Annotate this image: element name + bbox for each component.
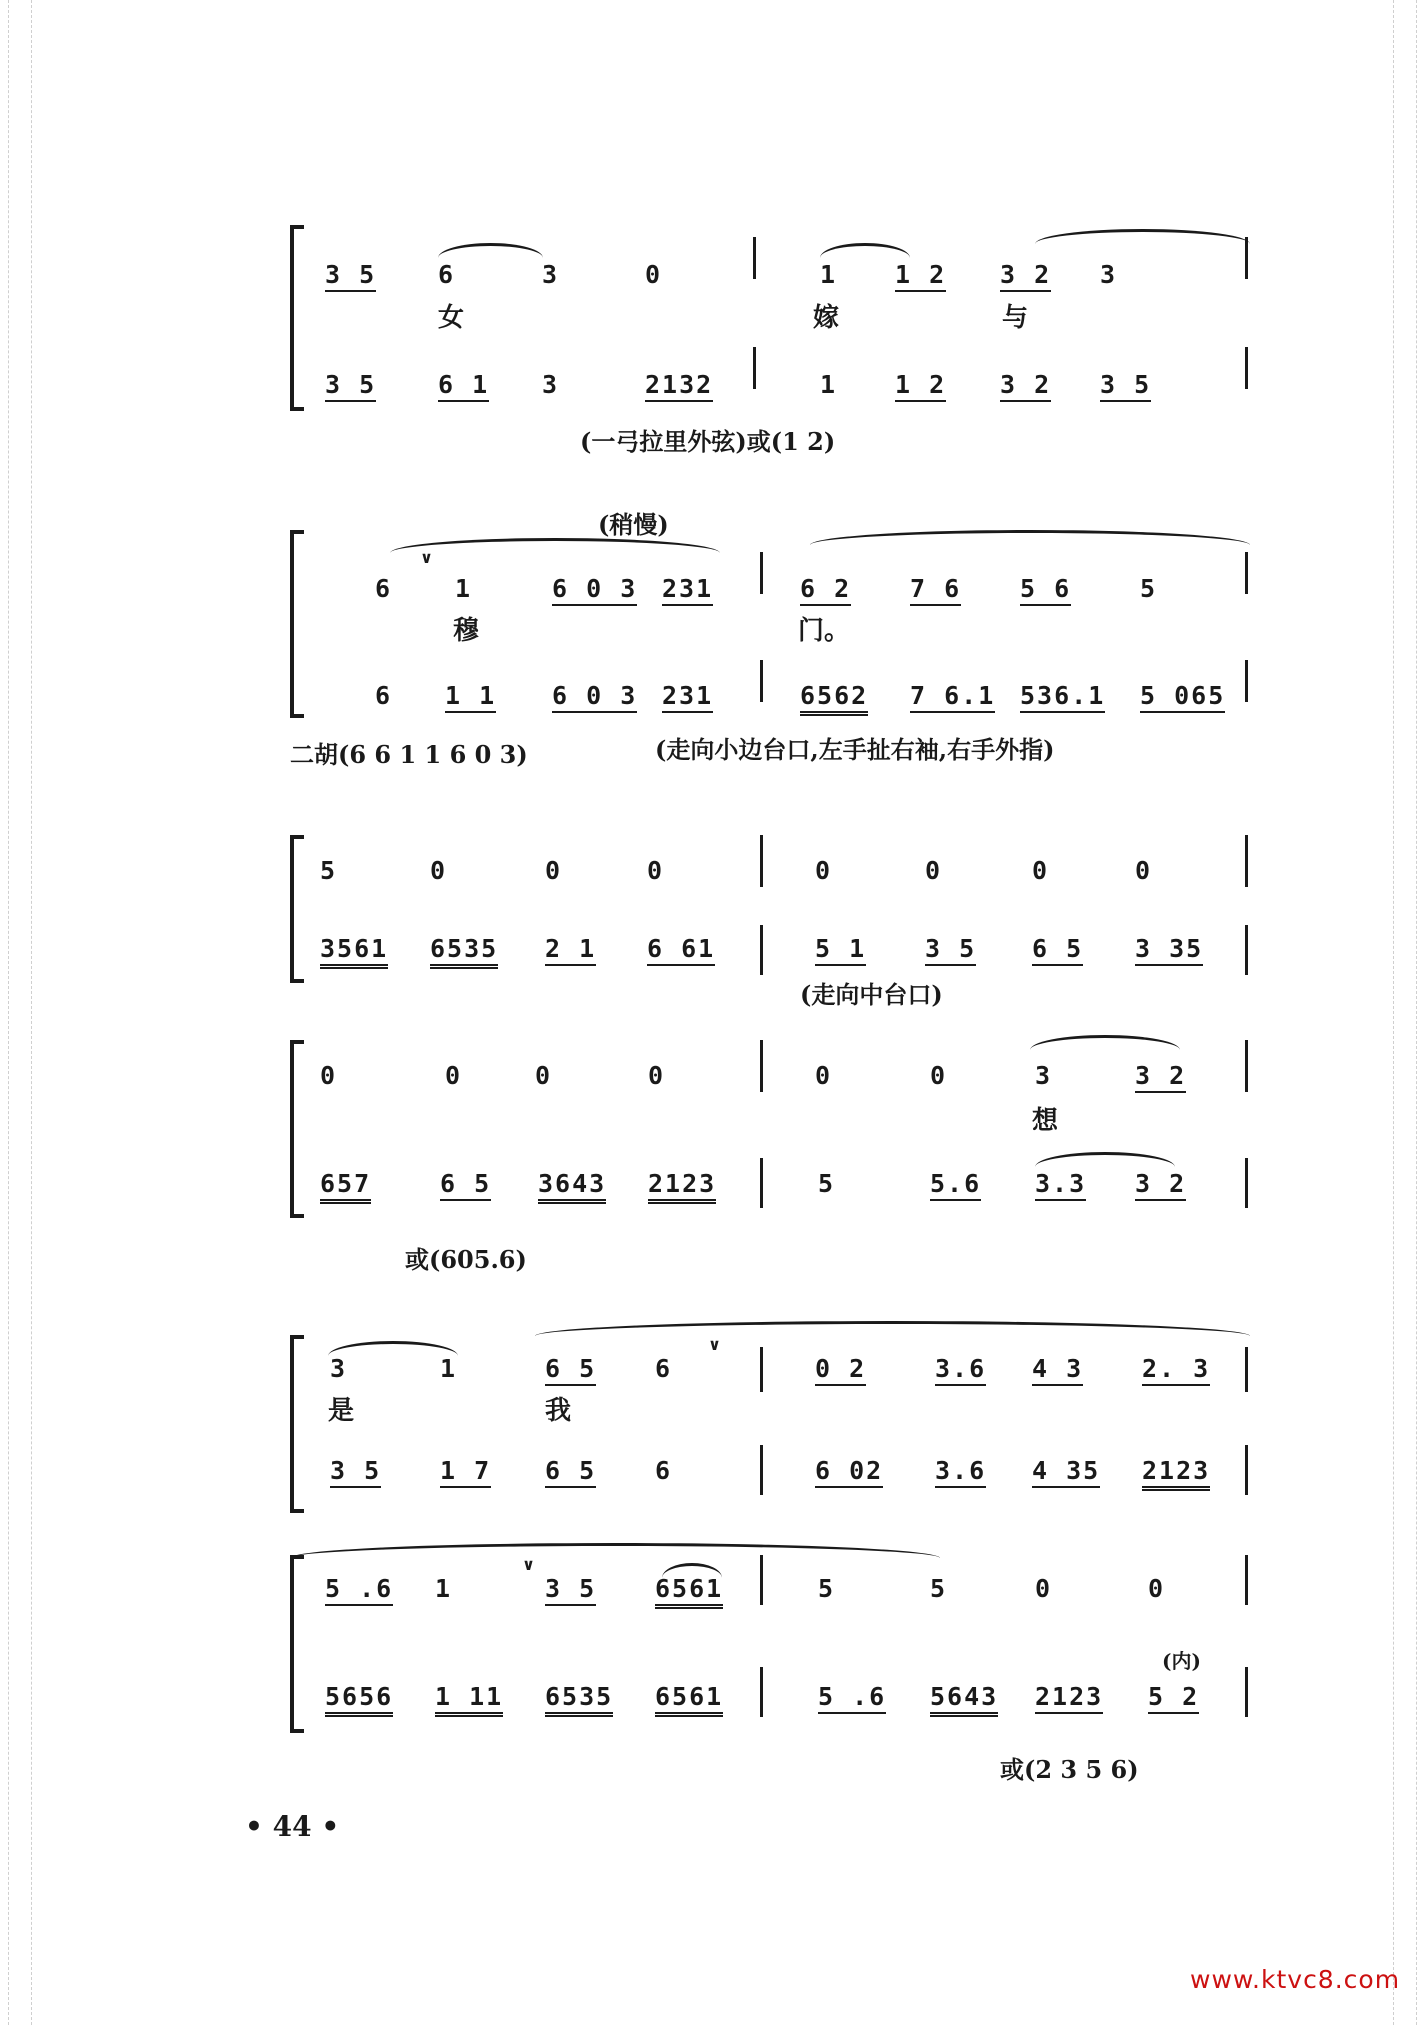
lower-note: 2132 xyxy=(645,371,713,402)
upper-note: 3 xyxy=(542,260,560,289)
upper-note: 3 2 xyxy=(1135,1062,1186,1093)
lower-note: 657 xyxy=(320,1170,371,1204)
upper-note: 0 xyxy=(648,1061,666,1090)
lower-note: 2123 xyxy=(1035,1683,1103,1714)
upper-note: 0 xyxy=(445,1061,463,1090)
lyric: 想 xyxy=(1032,1106,1059,1136)
right-margin-watermark-strip xyxy=(1393,0,1417,2025)
lower-note: 5643 xyxy=(930,1683,998,1717)
lower-note: 536.1 xyxy=(1020,682,1105,713)
breath-mark-icon: ∨ xyxy=(522,1555,535,1574)
upper-note: 3 5 xyxy=(325,261,376,292)
upper-note: 0 xyxy=(815,856,833,885)
lower-note: 5 065 xyxy=(1140,682,1225,713)
lower-note: 5 .6 xyxy=(818,1683,886,1714)
upper-note: 6 5 xyxy=(545,1355,596,1386)
lower-note: 6 5 xyxy=(1032,935,1083,966)
lower-note: 5 1 xyxy=(815,935,866,966)
upper-note: 0 xyxy=(1135,856,1153,885)
lower-note: 7 6.1 xyxy=(910,682,995,713)
upper-note: 0 xyxy=(1035,1574,1053,1603)
stage-direction: (走向小边台口,左手扯右袖,右手外指) xyxy=(655,735,1055,764)
upper-note: 0 xyxy=(925,856,943,885)
lower-note: 3561 xyxy=(320,935,388,969)
lower-note: 3 xyxy=(542,370,560,399)
upper-note: 0 xyxy=(535,1061,553,1090)
lower-note: 3 35 xyxy=(1135,935,1203,966)
site-watermark: www.ktvc8.com xyxy=(1190,1965,1401,1994)
score-system-2 xyxy=(290,530,1250,712)
lyric: 门。 xyxy=(798,616,851,646)
lyric: 嫁 xyxy=(813,303,840,333)
upper-note: 0 2 xyxy=(815,1355,866,1386)
lyric: 是 xyxy=(328,1396,355,1426)
upper-note: 0 xyxy=(1032,856,1050,885)
upper-note: 231 xyxy=(662,575,713,606)
variant-notation: 或(2 3 5 6) xyxy=(1000,1755,1139,1784)
lower-note: 3 5 xyxy=(330,1457,381,1488)
upper-note: 6 2 xyxy=(800,575,851,606)
upper-note: 1 xyxy=(435,1574,453,1603)
lower-note: 6 5 xyxy=(545,1457,596,1488)
upper-note: 7 6 xyxy=(910,575,961,606)
lower-note: 5.6 xyxy=(930,1170,981,1201)
lower-note: 2123 xyxy=(1142,1457,1210,1491)
lower-note: 5 xyxy=(818,1169,836,1198)
upper-note: 0 xyxy=(545,856,563,885)
lyric: 我 xyxy=(545,1396,572,1426)
upper-note: 6 0 3 xyxy=(552,575,637,606)
score-system-4 xyxy=(290,1040,1250,1212)
upper-note: 3 xyxy=(1100,260,1118,289)
lower-note: 231 xyxy=(662,682,713,713)
lower-note: 1 2 xyxy=(895,371,946,402)
lower-note: 1 11 xyxy=(435,1683,503,1717)
breath-mark-icon: ∨ xyxy=(420,548,433,567)
upper-note: 1 2 xyxy=(895,261,946,292)
lower-note: 3 5 xyxy=(1100,371,1151,402)
performance-note: (一弓拉里外弦)或(1 2) xyxy=(580,427,836,456)
upper-note: 5 xyxy=(1140,574,1158,603)
lower-note: 5 2 xyxy=(1148,1683,1199,1714)
upper-note: 0 xyxy=(645,260,663,289)
lower-note: 3.3 xyxy=(1035,1170,1086,1201)
upper-note: 1 xyxy=(455,574,473,603)
lower-note: 3643 xyxy=(538,1170,606,1204)
upper-note: 5 xyxy=(818,1574,836,1603)
upper-note: 3 2 xyxy=(1000,261,1051,292)
breath-mark-icon: ∨ xyxy=(708,1335,721,1354)
lower-note: 1 7 xyxy=(440,1457,491,1488)
tempo-marking: (稍慢) xyxy=(598,510,669,539)
lower-note: 1 1 xyxy=(445,682,496,713)
lower-note: 3 2 xyxy=(1135,1170,1186,1201)
upper-note: 0 xyxy=(930,1061,948,1090)
upper-note: 6 xyxy=(438,260,456,289)
lower-note: 6 xyxy=(655,1456,673,1485)
score-system-3 xyxy=(290,835,1250,977)
left-margin-watermark-strip xyxy=(8,0,32,2025)
upper-note: 6 xyxy=(655,1354,673,1383)
upper-note: 3 xyxy=(330,1354,348,1383)
lyric: 与 xyxy=(1002,303,1029,333)
upper-note: 1 xyxy=(820,260,838,289)
upper-note: 0 xyxy=(320,1061,338,1090)
score-system-1 xyxy=(290,225,1250,405)
upper-note: 3.6 xyxy=(935,1355,986,1386)
lower-note: 2123 xyxy=(648,1170,716,1204)
lower-note: 1 xyxy=(820,370,838,399)
upper-note: 5 6 xyxy=(1020,575,1071,606)
lower-note: 6 02 xyxy=(815,1457,883,1488)
stage-direction: (走向中台口) xyxy=(800,980,943,1009)
upper-note: 1 xyxy=(440,1354,458,1383)
score-system-5 xyxy=(290,1335,1250,1507)
lyric: 女 xyxy=(438,303,465,333)
lower-note: 3 5 xyxy=(325,371,376,402)
upper-note: 3 xyxy=(1035,1061,1053,1090)
lower-note: 6535 xyxy=(430,935,498,969)
upper-note: 6561 xyxy=(655,1575,723,1609)
lower-note: 6 61 xyxy=(647,935,715,966)
page-number: • 44 • xyxy=(245,1810,340,1843)
lower-note: 5656 xyxy=(325,1683,393,1717)
lower-note: 6561 xyxy=(655,1683,723,1717)
lower-note: 6 0 3 xyxy=(552,682,637,713)
variant-notation: 或(605.6) xyxy=(405,1245,527,1274)
lower-note: 6535 xyxy=(545,1683,613,1717)
lower-note: 3 2 xyxy=(1000,371,1051,402)
lower-note: 2 1 xyxy=(545,935,596,966)
upper-note: 0 xyxy=(1148,1574,1166,1603)
lower-note: 6 5 xyxy=(440,1170,491,1201)
upper-note: 6 xyxy=(375,574,393,603)
inner-marking: (内) xyxy=(1162,1649,1201,1673)
erhu-variant: 二胡(6 6 1 1 6 0 3) xyxy=(290,740,528,769)
upper-note: 5 xyxy=(320,856,338,885)
lyric: 穆 xyxy=(453,616,480,646)
lower-note: 6 1 xyxy=(438,371,489,402)
upper-note: 5 xyxy=(930,1574,948,1603)
lower-note: 3.6 xyxy=(935,1457,986,1488)
upper-note: 4 3 xyxy=(1032,1355,1083,1386)
lower-note: 3 5 xyxy=(925,935,976,966)
upper-note: 0 xyxy=(815,1061,833,1090)
upper-note: 2. 3 xyxy=(1142,1355,1210,1386)
upper-note: 3 5 xyxy=(545,1575,596,1606)
lower-note: 6 xyxy=(375,681,393,710)
upper-note: 0 xyxy=(430,856,448,885)
upper-note: 0 xyxy=(647,856,665,885)
score-system-6 xyxy=(290,1555,1250,1727)
upper-note: 5 .6 xyxy=(325,1575,393,1606)
lower-note: 4 35 xyxy=(1032,1457,1100,1488)
lower-note: 6562 xyxy=(800,682,868,716)
